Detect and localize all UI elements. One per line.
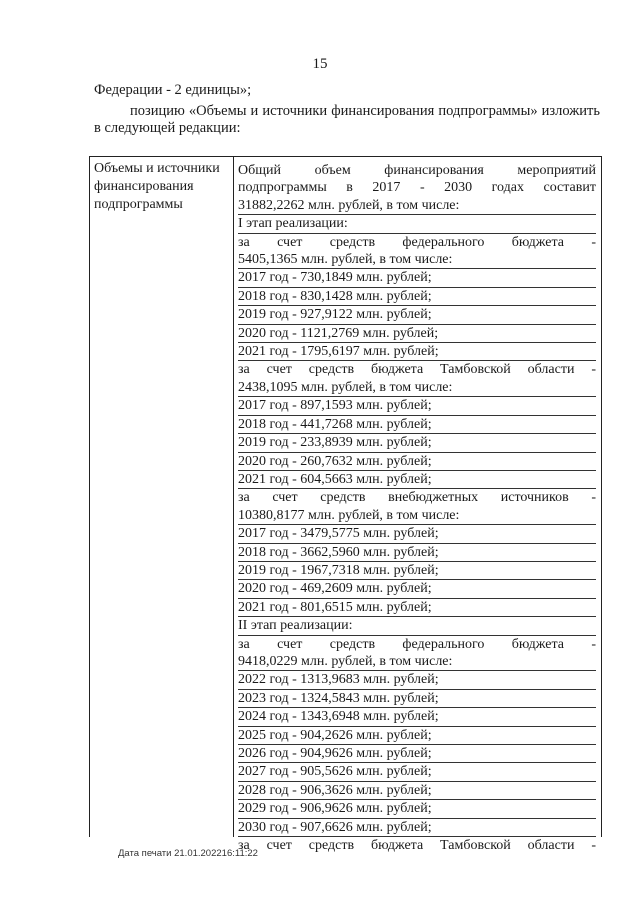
intro-paragraph: позицию «Объемы и источники финансирования подпрограммы» изложить в следующей редакции: <box>94 103 600 136</box>
year-line: 2019 год - 233,8939 млн. рублей; <box>238 434 596 452</box>
source-line: за счет средств бюджета Тамбовской области - <box>238 362 596 378</box>
source-line: за счет средств внебюджетных источников - <box>238 490 596 506</box>
year-line: 2020 год - 1121,2769 млн. рублей; <box>238 325 596 343</box>
intro-line: Федерации - 2 единицы»; <box>94 82 252 98</box>
year-line: 2019 год - 1967,7318 млн. рублей; <box>238 562 596 580</box>
total-line: Общий объем финансирования мероприятий <box>238 163 596 178</box>
year-line: 2027 год - 905,5626 млн. рублей; <box>238 763 596 781</box>
source-line: 9418,0229 млн. рублей, в том числе: <box>238 653 596 671</box>
year-line: 2017 год - 730,1849 млн. рублей; <box>238 269 596 287</box>
source-line: 5405,1365 млн. рублей, в том числе: <box>238 251 596 269</box>
year-line: 2021 год - 1795,6197 млн. рублей; <box>238 343 596 361</box>
table-left-label: Объемы и источники финансирования подпрограммы <box>94 161 220 212</box>
total-line: подпрограммы в 2017 - 2030 годах составит <box>238 180 596 196</box>
column-divider <box>233 157 234 837</box>
year-line: 2029 год - 906,9626 млн. рублей; <box>238 800 596 818</box>
year-line: 2028 год - 906,3626 млн. рублей; <box>238 782 596 800</box>
source-line: 2438,1095 млн. рублей, в том числе: <box>238 379 596 397</box>
year-line: 2018 год - 830,1428 млн. рублей; <box>238 288 596 306</box>
total-line: 31882,2262 млн. рублей, в том числе: <box>238 197 596 215</box>
year-line: 2024 год - 1343,6948 млн. рублей; <box>238 708 596 726</box>
year-line: 2018 год - 3662,5960 млн. рублей; <box>238 544 596 562</box>
year-line: 2023 год - 1324,5843 млн. рублей; <box>238 690 596 708</box>
year-line: 2026 год - 904,9626 млн. рублей; <box>238 745 596 763</box>
year-line: 2017 год - 897,1593 млн. рублей; <box>238 397 596 415</box>
source-line: 10380,8177 млн. рублей, в том числе: <box>238 507 596 525</box>
year-line: 2019 год - 927,9122 млн. рублей; <box>238 306 596 324</box>
year-line: 2021 год - 604,5663 млн. рублей; <box>238 471 596 489</box>
stage-heading: II этап реализации: <box>238 617 596 635</box>
table-right-cell <box>238 162 596 854</box>
year-line: 2021 год - 801,6515 млн. рублей; <box>238 599 596 617</box>
year-line: 2020 год - 260,7632 млн. рублей; <box>238 453 596 471</box>
source-line: за счет средств федерального бюджета - <box>238 636 596 652</box>
source-line: за счет средств бюджета Тамбовской области - <box>238 838 596 854</box>
source-line: за счет средств федерального бюджета - <box>238 234 596 250</box>
year-line: 2017 год - 3479,5775 млн. рублей; <box>238 525 596 543</box>
year-line: 2018 год - 441,7268 млн. рублей; <box>238 416 596 434</box>
year-line: 2022 год - 1313,9683 млн. рублей; <box>238 671 596 689</box>
stage-heading: I этап реализации: <box>238 215 596 233</box>
page-number: 15 <box>312 56 328 72</box>
year-line: 2025 год - 904,2626 млн. рублей; <box>238 727 596 745</box>
year-line: 2020 год - 469,2609 млн. рублей; <box>238 580 596 598</box>
print-date-footer: Дата печати 21.01.202216:11:22 <box>118 848 258 859</box>
year-line: 2030 год - 907,6626 млн. рублей; <box>238 819 596 837</box>
